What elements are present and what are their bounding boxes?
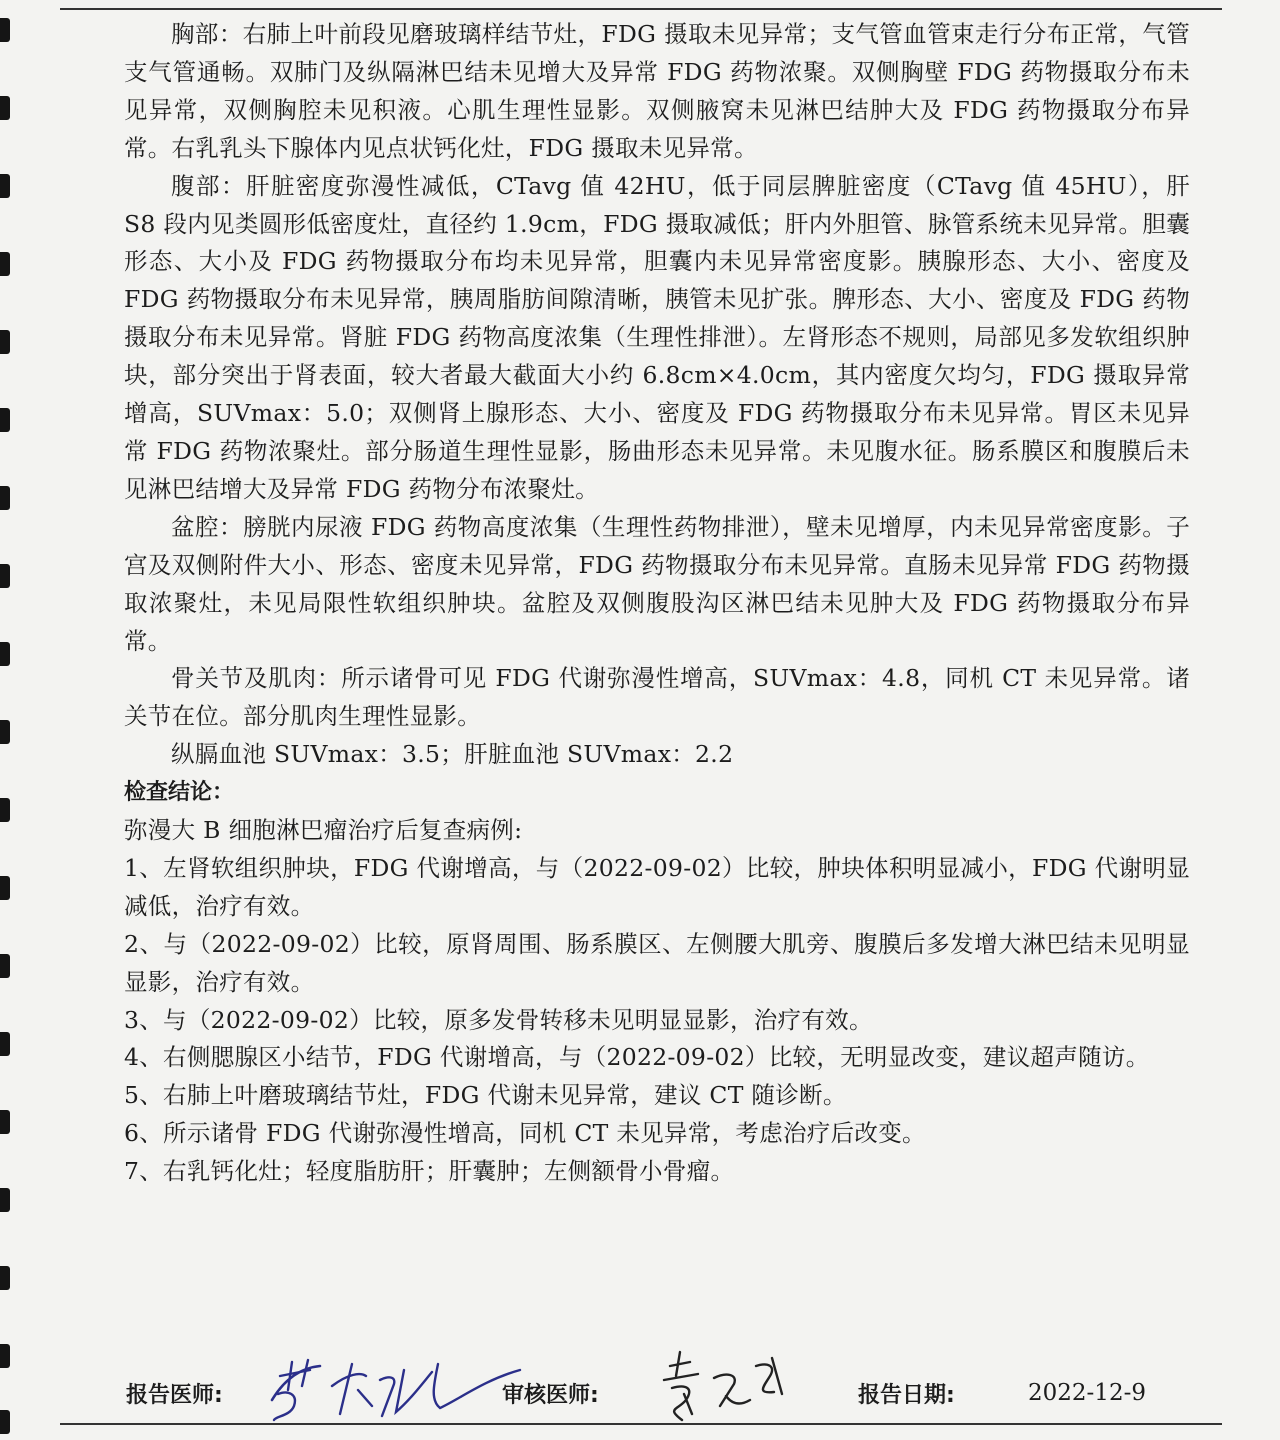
binding-hole — [0, 720, 10, 744]
bottom-rule — [60, 1423, 1222, 1425]
findings-pelvis: 盆腔：膀胱内尿液 FDG 药物高度浓集（生理性药物排泄），壁未见增厚，内未见异常密度影。子宫及双侧附件大小、形态、密度未见异常，FDG 药物摄取分布未见异常。直肠未见异常 FDG 药物摄取浓聚灶，未见局限性软组织肿块。盆腔及双侧腹股沟区淋巴结未见肿大及 FDG 药物摄取分布异常。 — [124, 512, 1190, 655]
review-doctor-label: 审核医师: — [502, 1383, 599, 1408]
binding-holes — [0, 0, 16, 1440]
conclusion-item: 2、与（2022-09-02）比较，原肾周围、肠系膜区、左侧腰大肌旁、腹膜后多发增大淋巴结未见明显显影，治疗有效。 — [124, 929, 1190, 996]
conclusion-heading: 检查结论： — [124, 780, 235, 806]
binding-hole — [0, 564, 10, 588]
report-doctor-label: 报告医师: — [126, 1383, 223, 1408]
signature-footer — [0, 1352, 1280, 1422]
findings-bone-muscle: 骨关节及肌肉：所示诸骨可见 FDG 代谢弥漫性增高，SUVmax：4.8，同机 CT 未见异常。诸关节在位。部分肌肉生理性显影。 — [124, 664, 1190, 731]
report-date-label: 报告日期: — [858, 1383, 955, 1408]
findings-blood-pool: 纵膈血池 SUVmax：3.5；肝脏血池 SUVmax：2.2 — [171, 740, 734, 769]
binding-hole — [0, 1266, 10, 1290]
binding-hole — [0, 252, 10, 276]
binding-hole — [0, 1110, 10, 1134]
binding-hole — [0, 954, 10, 978]
conclusion-item: 3、与（2022-09-02）比较，原多发骨转移未见明显显影，治疗有效。 — [124, 1005, 873, 1034]
findings-chest: 胸部：右肺上叶前段见磨玻璃样结节灶，FDG 摄取未见异常；支气管血管束走行分布正常，气管支气管通畅。双肺门及纵隔淋巴结未见增大及异常 FDG 药物浓聚。双侧胸壁 FDG 药物摄取分布未见异常，双侧胸腔未见积液。心肌生理性显影。双侧腋窝未见淋巴结肿大及 FDG 药物摄取分布异常。右乳乳头下腺体内见点状钙化灶，FDG 摄取未见异常。 — [124, 20, 1190, 162]
binding-hole — [0, 330, 10, 354]
binding-hole — [0, 798, 10, 822]
report-date: 2022-12-9 — [1028, 1380, 1146, 1406]
conclusion-item: 6、所示诸骨 FDG 代谢弥漫性增高，同机 CT 未见异常，考虑治疗后改变。 — [124, 1119, 926, 1148]
report-doctor-signature — [262, 1350, 532, 1424]
top-rule — [60, 8, 1222, 10]
review-doctor-signature — [656, 1344, 806, 1424]
findings-abdomen: 腹部：肝脏密度弥漫性减低，CTavg 值 42HU，低于同层脾脏密度（CTavg 值 45HU），肝 S8 段内见类圆形低密度灶，直径约 1.9cm，FDG 摄取减低；肝内外胆管、脉管系统未见异常。胆囊形态、大小及 FDG 药物摄取分布均未见异常，胆囊内未见异常密度影。胰腺形态、大小、密度及 FDG 药物摄取分布未见异常，胰周脂肪间隙清晰，胰管未见扩张。脾形态、大小、密度及 FDG 药物摄取分布未见异常。肾脏 FDG 药物高度浓集（生理性排泄）。左肾形态不规则，局部见多发软组织肿块，部分突出于肾表面，较大者最大截面大小约 6.8cm×4.0cm，其内密度欠均匀，FDG 摄取异常增高，SUVmax：5.0；双侧肾上腺形态、大小、密度及 FDG 药物摄取分布未见异常。胃区未见异常 FDG 药物浓聚灶。部分肠道生理性显影，肠曲形态未见异常。未见腹水征。肠系膜区和腹膜后未见淋巴结增大及异常 FDG 药物分布浓聚灶。 — [124, 171, 1190, 503]
binding-hole — [0, 174, 10, 198]
binding-hole — [0, 18, 10, 42]
binding-hole — [0, 642, 10, 666]
binding-hole — [0, 96, 10, 120]
report-body — [124, 16, 1190, 1191]
conclusion-item: 7、右乳钙化灶；轻度脂肪肝；肝囊肿；左侧额骨小骨瘤。 — [124, 1157, 735, 1186]
conclusion-intro: 弥漫大 B 细胞淋巴瘤治疗后复查病例: — [124, 816, 523, 845]
binding-hole — [0, 876, 10, 900]
conclusion-item: 5、右肺上叶磨玻璃结节灶，FDG 代谢未见异常，建议 CT 随诊断。 — [124, 1081, 847, 1110]
binding-hole — [0, 486, 10, 510]
binding-hole — [0, 1188, 10, 1212]
conclusion-item: 4、右侧腮腺区小结节，FDG 代谢增高，与（2022-09-02）比较，无明显改变，建议超声随访。 — [124, 1043, 1150, 1072]
binding-hole — [0, 408, 10, 432]
binding-hole — [0, 1032, 10, 1056]
conclusion-item: 1、左肾软组织肿块，FDG 代谢增高，与（2022-09-02）比较，肿块体积明显减小，FDG 代谢明显减低，治疗有效。 — [124, 853, 1190, 920]
